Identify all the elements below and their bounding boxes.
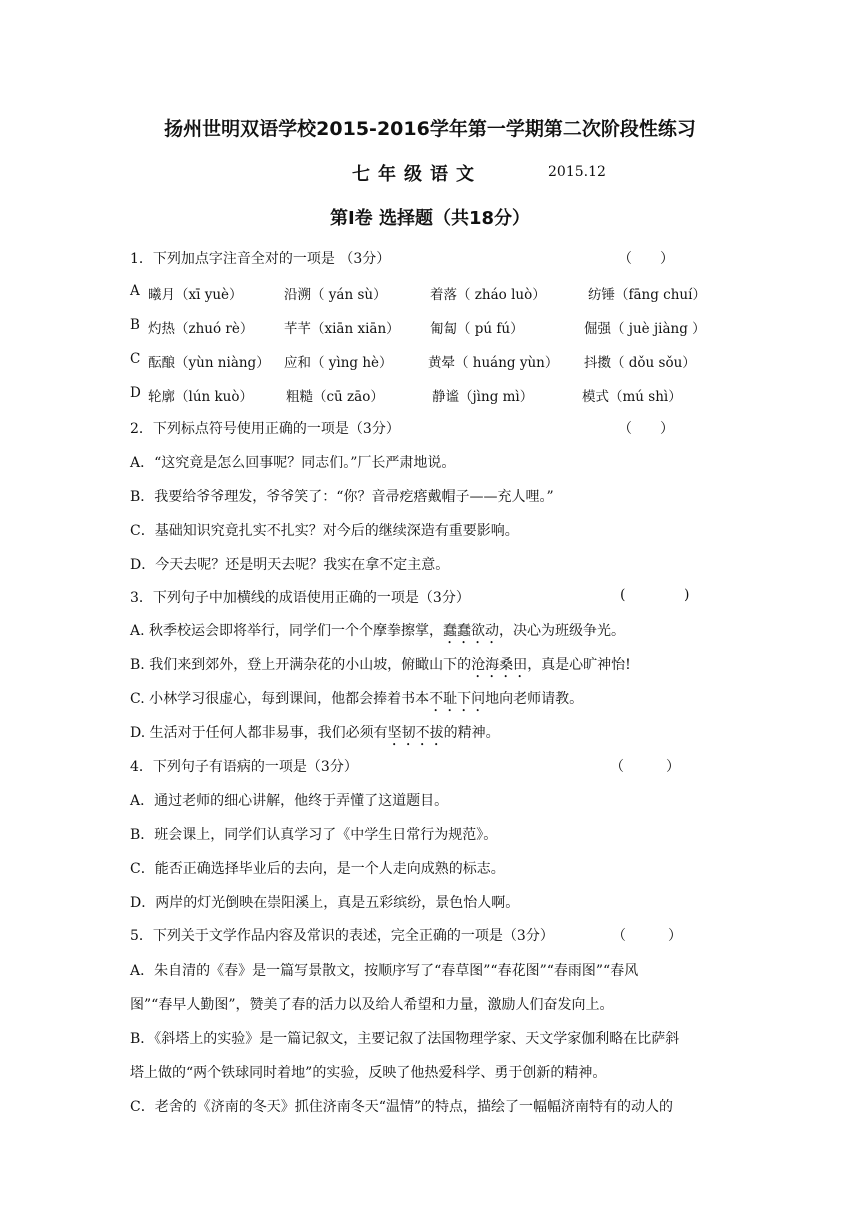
option-item: 粗糙（cū zāo） [286,389,384,405]
exam-date: 2015.12 [548,164,606,180]
option-label: D [130,385,141,401]
option-text: 地向老师请教。 [485,691,584,707]
option-text: 的精神。 [443,725,500,741]
section-heading: 第Ⅰ卷 选择题（共18分） [329,208,530,229]
marked-idiom: 坚韧不拔 [387,725,444,741]
q3-option-a [130,620,625,647]
option-item: 灼热（zhuó rè） [148,321,254,337]
option-item: 着落（ zháo luò） [430,287,546,303]
option-item: 沿溯（ yán sù） [284,287,387,303]
q4-option-b: B．班会课上，同学们认真学习了《中学生日常行为规范》。 [130,827,498,843]
q5-option-a-line2: 图”“春早人勤图”，赞美了春的活力以及给人希望和力量，激励人们奋发向上。 [130,997,614,1013]
q3-paren-right: ) [684,587,690,603]
option-text: ，决心为班级争光。 [499,623,626,639]
option-item: 倔强（ juè jiàng ） [584,321,706,337]
q5-option-b-line1: B．《斜塔上的实验》是一篇记叙文，主要记叙了法国物理学家、天文学家伽利略在比萨斜 [130,1031,680,1047]
option-label: C [130,351,141,367]
q3-stem: 3．下列句子中加横线的成语使用正确的一项是（3分） [130,590,470,606]
option-item: 模式（mú shì） [582,389,682,405]
q5-option-a-line1: A．朱自清的《春》是一篇写景散文，按顺序写了“春草图”“春花图”“春雨图”“春风 [130,963,639,979]
option-label: A [130,283,140,299]
q4-option-a: A．通过老师的细心讲解，他终于弄懂了这道题目。 [130,793,449,809]
q5-answer-paren: （ ） [612,928,682,944]
grade-subject: 七年级语文 [352,164,482,185]
q2-stem: 2．下列标点符号使用正确的一项是（3分） [130,421,400,437]
marked-idiom: 沧海桑田 [471,657,528,673]
q2-answer-paren: （ ） [618,421,674,437]
q4-answer-paren: （ ） [610,759,680,775]
q2-option-b: B．我要给爷爷理发，爷爷笑了：“你？音帚疙瘩戴帽子——充人哩。” [130,489,554,505]
q4-option-d: D．两岸的灯光倒映在崇阳溪上，真是五彩缤纷，景色怡人啊。 [130,895,520,911]
option-item: 芊芊（xiān xiān） [284,321,400,337]
option-item: 曦月（xī yuè） [148,287,243,303]
option-item: 轮廓（lún kuò） [148,389,254,405]
option-item: 纺锤（fāng chuí） [588,287,706,303]
option-text: D. 生活对于任何人都非易事，我们必须有 [130,725,388,741]
q2-option-a: A．“这究竟是怎么回事呢？同志们。”厂长严肃地说。 [130,455,456,471]
exam-title: 扬州世明双语学校2015-2016学年第一学期第二次阶段性练习 [164,118,696,140]
marked-idiom: 不耻下问 [429,691,486,707]
q2-option-c: C．基础知识究竟扎实不扎实？对今后的继续深造有重要影响。 [130,523,519,539]
q4-stem: 4．下列句子有语病的一项是（3分） [130,759,358,775]
marked-idiom: 蠢蠢欲动 [443,623,500,639]
option-text: B. 我们来到郊外，登上开满杂花的小山坡，俯瞰山下的 [130,657,472,673]
option-item: 应和（ yìng hè） [284,355,393,371]
q3-paren-left: ( [620,587,626,603]
option-text: C. 小林学习很虚心，每到课间，他都会捧着书本 [130,691,430,707]
q5-option-c-line1: C．老舍的《济南的冬天》抓住济南冬天“温情”的特点，描绘了一幅幅济南特有的动人的 [130,1099,674,1115]
q5-option-b-line2: 塔上做的“两个铁球同时着地”的实验，反映了他热爱科学、勇于创新的精神。 [130,1065,607,1081]
q5-stem: 5．下列关于文学作品内容及常识的表述，完全正确的一项是（3分） [130,928,554,944]
option-text: ，真是心旷神怡! [527,657,631,673]
option-label: B [130,317,140,333]
option-item: 匍匐（ pú fú） [430,321,524,337]
option-text: A. 秋季校运会即将举行，同学们一个个摩拳擦掌， [130,623,444,639]
q2-option-d: D．今天去呢？还是明天去呢？我实在拿不定主意。 [130,557,450,573]
q1-stem: 1．下列加点字注音全对的一项是 （3分） [130,251,391,267]
q3-option-d [130,722,500,749]
option-item: 黄晕（ huáng yùn） [428,355,559,371]
q3-option-c [130,688,583,715]
option-item: 静谧（jìng mì） [432,389,534,405]
option-item: 抖擞（ dǒu sǒu） [584,355,696,371]
q4-option-c: C．能否正确选择毕业后的去向，是一个人走向成熟的标志。 [130,861,505,877]
q1-answer-paren: （ ） [618,251,674,267]
option-item: 酝酿（yùn niàng） [148,355,270,371]
q3-option-b [130,654,631,681]
